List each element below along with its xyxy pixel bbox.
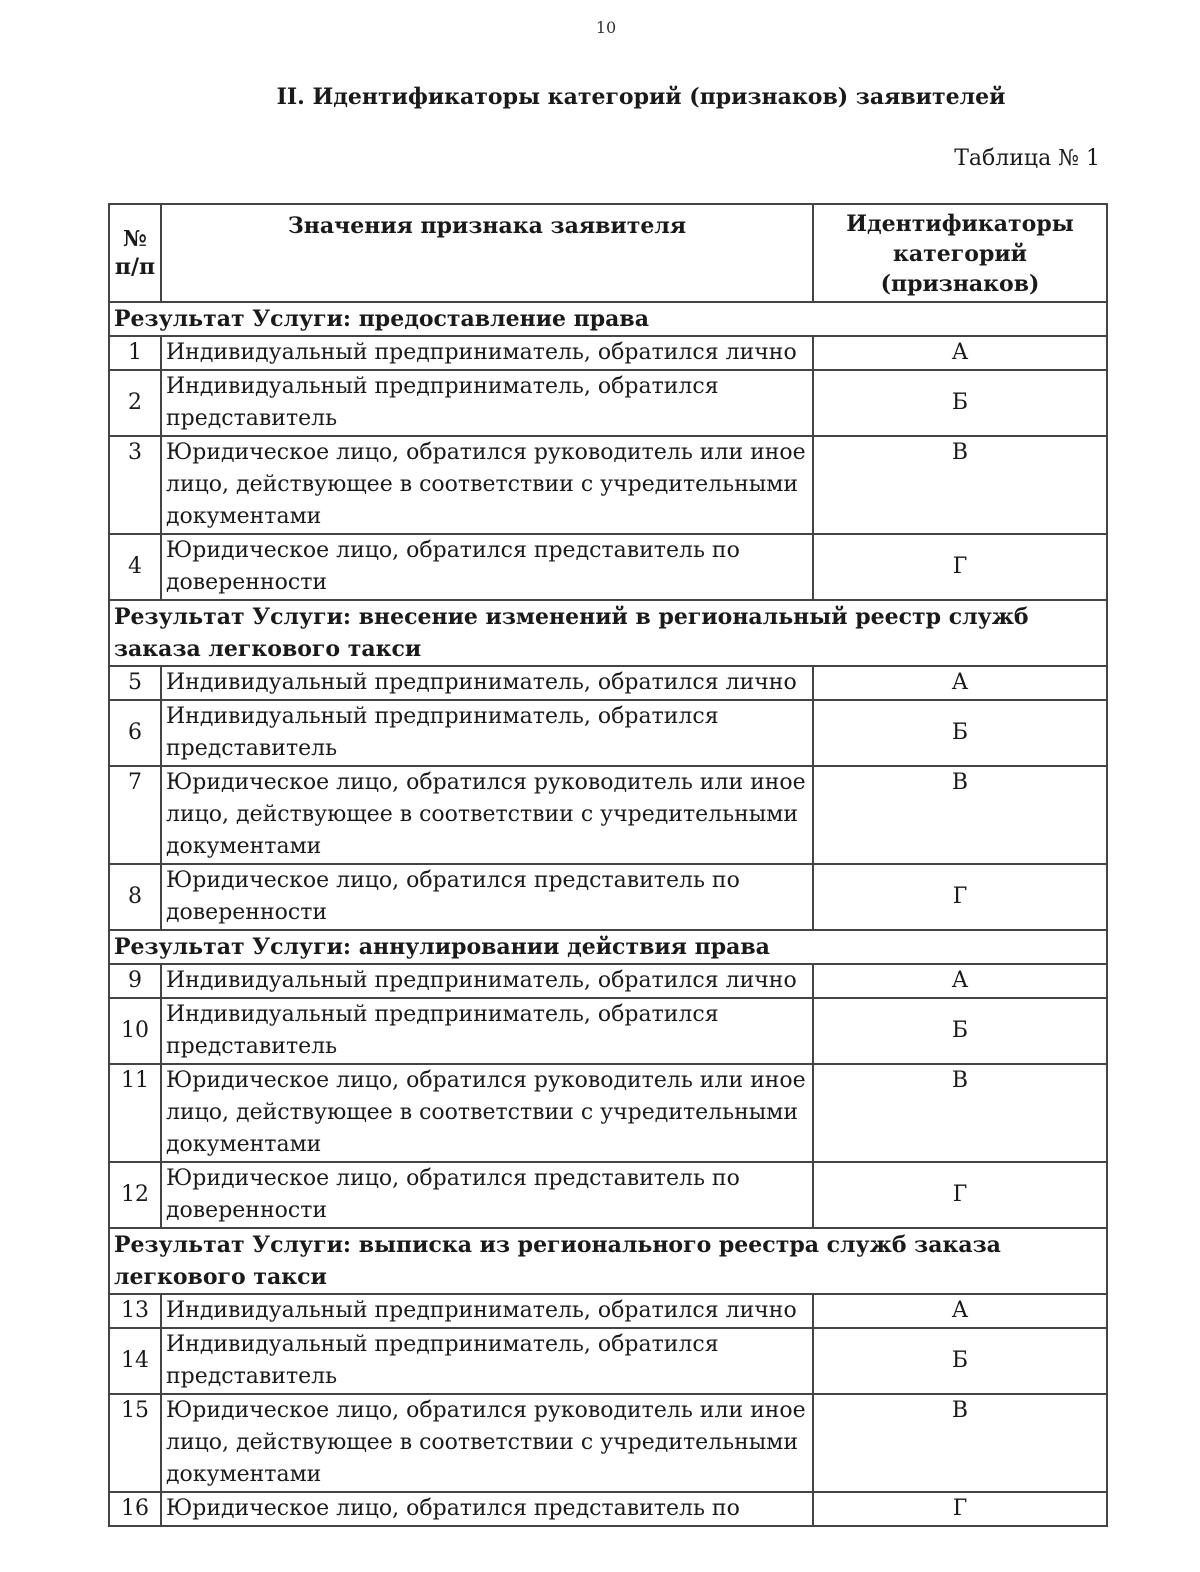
row-text: Индивидуальный предприниматель, обратился лично (161, 336, 813, 370)
row-num: 15 (109, 1394, 161, 1492)
table-row (109, 766, 1107, 864)
table-row (109, 1162, 1107, 1228)
group-row (109, 302, 1107, 336)
row-text: Индивидуальный предприниматель, обратился представитель (161, 1328, 813, 1394)
row-category: В (813, 436, 1107, 534)
row-text: Индивидуальный предприниматель, обратился лично (161, 964, 813, 998)
table-row (109, 534, 1107, 600)
row-num: 9 (109, 964, 161, 998)
row-category: А (813, 666, 1107, 700)
row-category: А (813, 964, 1107, 998)
row-text: Юридическое лицо, обратился руководитель или иное лицо, действующее в соответствии с учредительными документами (161, 436, 813, 534)
row-num: 8 (109, 864, 161, 930)
row-text: Юридическое лицо, обратился руководитель или иное лицо, действующее в соответствии с учредительными документами (161, 766, 813, 864)
row-category: Г (813, 864, 1107, 930)
header-num: № п/п (109, 204, 161, 302)
table-row (109, 666, 1107, 700)
row-category: В (813, 1064, 1107, 1162)
table-row (109, 864, 1107, 930)
group-title: Результат Услуги: предоставление права (109, 302, 1107, 336)
row-text: Юридическое лицо, обратился представитель по (161, 1492, 813, 1526)
table-row (109, 998, 1107, 1064)
row-text: Юридическое лицо, обратился представитель по доверенности (161, 1162, 813, 1228)
page-number: 10 (595, 18, 617, 37)
group-row (109, 1228, 1107, 1294)
row-num: 1 (109, 336, 161, 370)
table-row (109, 336, 1107, 370)
table-row (109, 1064, 1107, 1162)
table-row (109, 1294, 1107, 1328)
table-row (109, 964, 1107, 998)
row-num: 10 (109, 998, 161, 1064)
table-label: Таблица № 1 (954, 146, 1100, 171)
section-title: II. Идентификаторы категорий (признаков) заявителей (276, 84, 1006, 110)
row-num: 4 (109, 534, 161, 600)
row-text: Юридическое лицо, обратился представитель по доверенности (161, 534, 813, 600)
row-text: Индивидуальный предприниматель, обратился представитель (161, 700, 813, 766)
header-value: Значения признака заявителя (161, 204, 813, 302)
row-num: 13 (109, 1294, 161, 1328)
row-text: Индивидуальный предприниматель, обратился лично (161, 1294, 813, 1328)
row-num: 16 (109, 1492, 161, 1526)
table-header-row (109, 204, 1107, 302)
header-identifier: Идентификаторы категорий (признаков) (813, 204, 1107, 302)
row-num: 3 (109, 436, 161, 534)
group-title: Результат Услуги: аннулировании действия права (109, 930, 1107, 964)
row-text: Индивидуальный предприниматель, обратился представитель (161, 998, 813, 1064)
group-title: Результат Услуги: выписка из регионального реестра служб заказа легкового такси (109, 1228, 1107, 1294)
row-category: Г (813, 534, 1107, 600)
row-category: Б (813, 700, 1107, 766)
row-num: 6 (109, 700, 161, 766)
row-category: А (813, 1294, 1107, 1328)
applicant-categories-table (108, 203, 1108, 1527)
row-text: Индивидуальный предприниматель, обратился лично (161, 666, 813, 700)
group-row (109, 600, 1107, 666)
table-row (109, 1394, 1107, 1492)
row-category: В (813, 1394, 1107, 1492)
row-text: Юридическое лицо, обратился руководитель или иное лицо, действующее в соответствии с учредительными документами (161, 1064, 813, 1162)
row-text: Юридическое лицо, обратился руководитель или иное лицо, действующее в соответствии с учредительными документами (161, 1394, 813, 1492)
row-category: В (813, 766, 1107, 864)
row-num: 5 (109, 666, 161, 700)
row-num: 7 (109, 766, 161, 864)
row-text: Индивидуальный предприниматель, обратился представитель (161, 370, 813, 436)
table-row (109, 1492, 1107, 1526)
row-text: Юридическое лицо, обратился представитель по доверенности (161, 864, 813, 930)
group-title: Результат Услуги: внесение изменений в региональный реестр служб заказа легкового такси (109, 600, 1107, 666)
row-num: 14 (109, 1328, 161, 1394)
table-row (109, 700, 1107, 766)
row-category: Б (813, 998, 1107, 1064)
table-row (109, 370, 1107, 436)
group-row (109, 930, 1107, 964)
row-category: Г (813, 1492, 1107, 1526)
row-category: А (813, 336, 1107, 370)
row-category: Г (813, 1162, 1107, 1228)
row-category: Б (813, 1328, 1107, 1394)
row-num: 11 (109, 1064, 161, 1162)
row-category: Б (813, 370, 1107, 436)
row-num: 2 (109, 370, 161, 436)
table-row (109, 1328, 1107, 1394)
row-num: 12 (109, 1162, 161, 1228)
table-row (109, 436, 1107, 534)
